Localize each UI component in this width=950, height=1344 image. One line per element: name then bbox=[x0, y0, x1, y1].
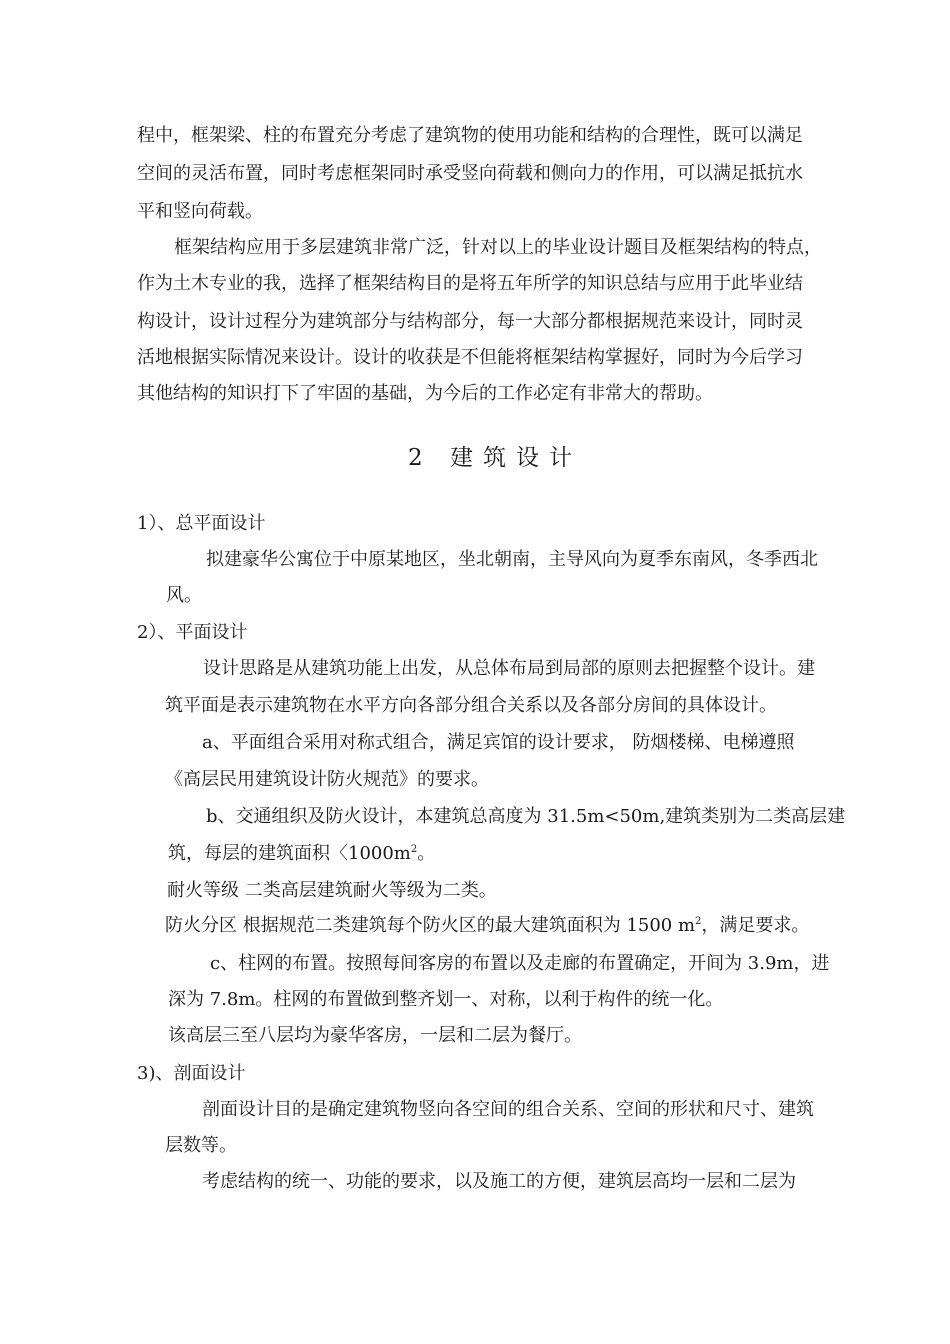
intro-p2-line4: 活地根据实际情况来设计。设计的收获是不但能将框架结构掌握好，同时为今后学习 bbox=[137, 347, 803, 368]
s2-title: 2）、平面设计 bbox=[137, 622, 248, 643]
intro-p1-line1: 程中，框架梁、柱的布置充分考虑了建筑物的使用功能和结构的合理性，既可以满足 bbox=[137, 125, 803, 146]
s1-line1: 拟建豪华公寓位于中原某地区，坐北朝南，主导风向为夏季东南风，冬季西北 bbox=[206, 549, 818, 570]
s2-b-line1: b、交通组织及防火设计，本建筑总高度为 31.5m<50m,建筑类别为二类高层建 bbox=[206, 806, 846, 827]
section-title: 2 建筑设计 bbox=[408, 445, 582, 471]
s2-a-line1: a、平面组合采用对称式组合，满足宾馆的设计要求， 防烟楼梯、电梯遵照 bbox=[202, 732, 795, 753]
s2-fire-zone: 防火分区 根据规范二类建筑每个防火区的最大建筑面积为 1500 $m^2$，满足要求。 bbox=[165, 915, 810, 936]
intro-p1-line3: 平和竖向荷载。 bbox=[137, 201, 263, 222]
s2-a-line2: 《高层民用建筑设计防火规范》的要求。 bbox=[165, 769, 489, 790]
s2-b-line2: 筑，每层的建筑面积〈$1000m^2$。 bbox=[168, 843, 436, 864]
s2-p1-line2: 筑平面是表示建筑物在水平方向各部分组合关系以及各部分房间的具体设计。 bbox=[165, 695, 777, 716]
s2-floors: 该高层三至八层均为豪华客房，一层和二层为餐厅。 bbox=[168, 1025, 582, 1046]
s3-title: 3)、剖面设计 bbox=[137, 1063, 246, 1084]
s1-title: 1）、总平面设计 bbox=[137, 513, 266, 534]
s1-line2: 风。 bbox=[166, 585, 202, 606]
s2-fire-rating: 耐火等级 二类高层建筑耐火等级为二类。 bbox=[167, 880, 497, 901]
intro-p2-line2: 作为土木专业的我，选择了框架结构目的是将五年所学的知识总结与应用于此毕业结 bbox=[137, 273, 803, 294]
intro-p2-line1: 框架结构应用于多层建筑非常广泛，针对以上的毕业设计题目及框架结构的特点， bbox=[174, 237, 822, 258]
s2-c-line2: 深为 7.8m。柱网的布置做到整齐划一、对称，以利于构件的统一化。 bbox=[168, 989, 724, 1010]
intro-p1-line2: 空间的灵活布置，同时考虑框架同时承受竖向荷载和侧向力的作用，可以满足抵抗水 bbox=[137, 163, 803, 184]
s2-p1-line1: 设计思路是从建筑功能上出发，从总体布局到局部的原则去把握整个设计。建 bbox=[203, 658, 815, 679]
s2-c-line1: c、柱网的布置。按照每间客房的布置以及走廊的布置确定，开间为 3.9m，进 bbox=[210, 953, 830, 974]
s3-p2-line1: 考虑结构的统一、功能的要求，以及施工的方便，建筑层高均一层和二层为 bbox=[202, 1171, 796, 1192]
s3-p1-line1: 剖面设计目的是确定建筑物竖向各空间的组合关系、空间的形状和尺寸、建筑 bbox=[202, 1099, 814, 1120]
intro-p2-line3: 构设计，设计过程分为建筑部分与结构部分，每一大部分都根据规范来设计，同时灵 bbox=[137, 311, 803, 332]
s3-p1-line2: 层数等。 bbox=[165, 1135, 237, 1156]
intro-p2-line5: 其他结构的知识打下了牢固的基础，为今后的工作必定有非常大的帮助。 bbox=[137, 383, 713, 404]
